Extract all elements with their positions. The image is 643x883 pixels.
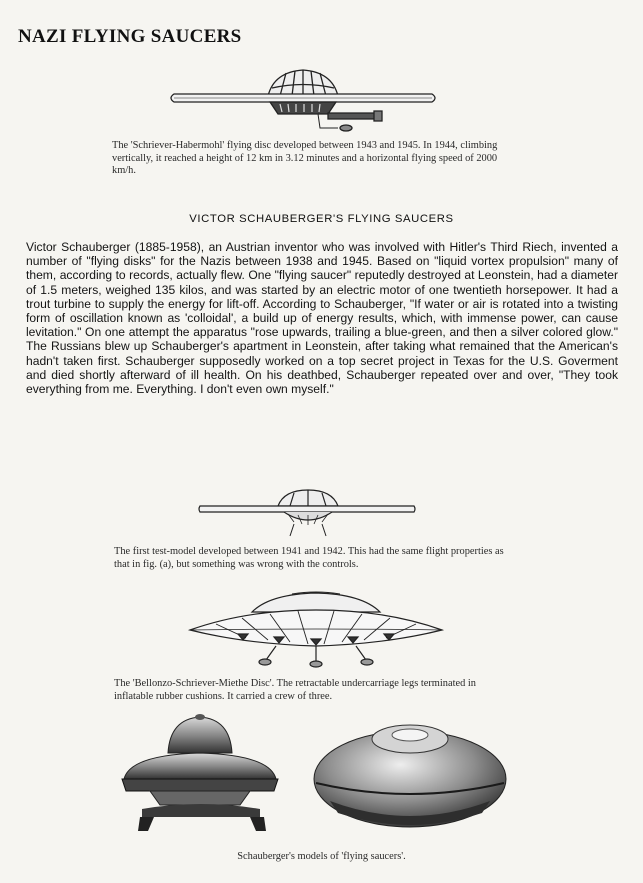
left-model-photo: [122, 714, 278, 831]
figure2-caption: The first test-model developed between 1941 and 1942. This had the same flight properties as that in fig. (a), but something was wrong with the controls.: [114, 546, 504, 570]
section-heading: VICTOR SCHAUBERGER'S FLYING SAUCERS: [189, 213, 454, 225]
first-test-model-illustration: [198, 488, 416, 540]
figure1-caption: The 'Schriever-Habermohl' flying disc developed between 1943 and 1945. In 1944, climbing vertically, it reached a height of 12 km in 3.12 minutes and a horizontal flying speed of 2000 km/h.: [112, 140, 498, 176]
schriever-habermohl-disc-illustration: [168, 66, 443, 134]
figure3-caption: The 'Bellonzo-Schriever-Miethe Disc'. The retractable undercarriage legs terminated in inflatable rubber cushions. It carried a crew of three.: [114, 678, 476, 702]
right-model-photo: [314, 725, 506, 827]
figure4-caption: Schauberger's models of 'flying saucers'.: [237, 851, 406, 862]
bellonzo-schriever-miethe-disc-illustration: [186, 590, 446, 668]
page-title: NAZI FLYING SAUCERS: [18, 26, 242, 47]
body-paragraph: Victor Schauberger (1885-1958), an Austrian inventor who was involved with Hitler's Third Riech, invented a number of "flying disks" for the Nazis between 1938 and 1945. Based on "liquid vortex propulsion" many of them, according to records, actually flew. One "flying saucer" reputedly destroyed at Leonstein, had a diameter of 1.5 meters, weighed 135 kilos, and was started by an electric motor of one twentieth horsepower. It had a trout turbine to supply the energy for lift-off. According to Schauberger, "If water or air is rotated into a twisting form of oscillation known as 'colloidal', a build up of energy results, which, with immense power, can cause levitation." On one attempt the apparatus "rose upwards, trailing a blue-green, and then a silver colored glow." The Russians blew up Schauberger's apartment in Leonstein, after taking what remained that the American's hadn't taken first. Schauberger supposedly worked on a top secret project in Texas for the U.S. Goverment and died shortly afterward of ill health. On his deathbed, Schauberger repeated over and over, "They took everything from me. Everything. I don't even own myself.": [26, 240, 618, 397]
schauberger-models-photos: [120, 713, 528, 843]
